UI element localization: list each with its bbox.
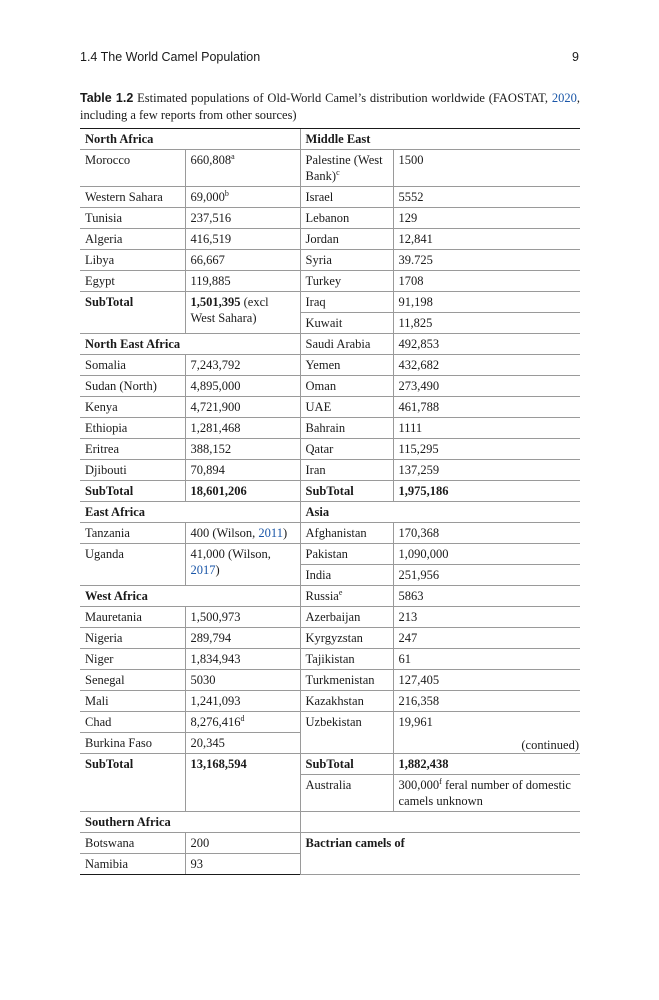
cell-text: Tunisia (85, 211, 123, 225)
cell-text: Western Sahara (85, 190, 163, 204)
table-cell (185, 439, 300, 460)
table-caption (80, 90, 580, 124)
table-row (80, 670, 580, 691)
table-cell (393, 334, 580, 355)
table-cell (393, 481, 580, 502)
table-cell (300, 833, 580, 875)
table-cell (185, 854, 300, 875)
table-cell (300, 523, 393, 544)
table-cell (185, 691, 300, 712)
table-cell (185, 460, 300, 481)
running-head (80, 50, 579, 70)
cell-text: Afghanistan (305, 526, 367, 540)
table-cell (300, 460, 393, 481)
table-cell (80, 150, 185, 187)
table-cell (393, 355, 580, 376)
table-row (80, 129, 580, 150)
table-cell (300, 250, 393, 271)
table-cell (185, 397, 300, 418)
table-cell (185, 628, 300, 649)
cell-text: 5030 (190, 673, 216, 687)
table-cell (300, 376, 393, 397)
cell-text: 7,243,792 (190, 358, 241, 372)
cell-text: Senegal (85, 673, 125, 687)
table-row (80, 649, 580, 670)
table-row (80, 502, 580, 523)
table-cell (393, 250, 580, 271)
cell-text: Azerbaijan (305, 610, 361, 624)
table-cell (80, 355, 185, 376)
table-cell (80, 670, 185, 691)
table-cell (300, 754, 393, 775)
table-cell (185, 250, 300, 271)
cell-text: Oman (305, 379, 337, 393)
cell-text: 5552 (398, 190, 424, 204)
cell-text: Pakistan (305, 547, 348, 561)
cell-text: SubTotal (85, 484, 134, 498)
table-row (80, 250, 580, 271)
table-cell (80, 187, 185, 208)
table-cell (80, 460, 185, 481)
table-cell (300, 544, 393, 565)
table-row (80, 187, 580, 208)
cell-text: 18,601,206 (190, 484, 247, 498)
cell-suffix: feral number of domestic camels unknown (398, 778, 571, 808)
table-cell (393, 565, 580, 586)
caption-citation-link[interactable]: 2020 (551, 91, 577, 105)
table-cell (185, 733, 300, 754)
cell-text: 660,808 (190, 153, 232, 167)
cell-text: 1,882,438 (398, 757, 449, 771)
cell-text: UAE (305, 400, 332, 414)
cell-text: Qatar (305, 442, 334, 456)
table-cell (393, 229, 580, 250)
table-cell (80, 129, 300, 150)
table-cell (300, 397, 393, 418)
cell-text: Burkina Faso (85, 736, 153, 750)
table-cell (393, 187, 580, 208)
table-cell (393, 586, 580, 607)
cell-text: 1500 (398, 153, 424, 167)
cell-text: 237,516 (190, 211, 232, 225)
camel-population-table (80, 128, 580, 875)
continued-note: (continued) (521, 738, 579, 752)
cell-text: SubTotal (85, 757, 134, 771)
cell-text: 39.725 (398, 253, 433, 267)
table-cell (80, 854, 185, 875)
table-cell (393, 460, 580, 481)
table-cell (80, 754, 185, 812)
table-cell (80, 691, 185, 712)
cell-text: Turkey (305, 274, 342, 288)
table-cell (393, 754, 580, 775)
table-row (80, 376, 580, 397)
page-number: 9 (572, 50, 579, 64)
cell-text: Tajikistan (305, 652, 355, 666)
table-cell (300, 670, 393, 691)
cell-text: 1,975,186 (398, 484, 449, 498)
table-cell (300, 187, 393, 208)
table-row (80, 460, 580, 481)
table-cell (185, 712, 300, 733)
cell-text: Namibia (85, 857, 129, 871)
cell-text: Syria (305, 253, 332, 267)
cell-text: 273,490 (398, 379, 440, 393)
table-row (80, 712, 580, 733)
table-row (80, 150, 580, 187)
cell-suffix: (excl West Sahara) (190, 295, 269, 325)
footnote-marker: c (336, 167, 340, 177)
cell-text: India (305, 568, 332, 582)
table-cell (300, 229, 393, 250)
cell-text: Djibouti (85, 463, 127, 477)
cell-text: 1,281,468 (190, 421, 241, 435)
table-cell (393, 523, 580, 544)
table-cell (80, 649, 185, 670)
cell-text: 11,825 (398, 316, 433, 330)
cell-text: SubTotal (85, 295, 134, 309)
table-row (80, 812, 580, 833)
cell-text: 1,834,943 (190, 652, 241, 666)
cell-text: 1111 (398, 421, 423, 435)
table-cell (185, 292, 300, 334)
table-row (80, 833, 580, 854)
cell-text: Libya (85, 253, 115, 267)
cell-text: 1708 (398, 274, 424, 288)
table-cell (393, 775, 580, 812)
table-cell (300, 292, 393, 313)
cell-text: 400 (Wilson, (190, 526, 259, 540)
table-cell (300, 313, 393, 334)
table-cell (300, 649, 393, 670)
table-cell (300, 355, 393, 376)
table-row (80, 754, 580, 775)
cell-text: Palestine (West Bank) (305, 153, 383, 183)
table-cell (300, 712, 393, 754)
cell-text: Southern Africa (85, 815, 171, 829)
cell-text: Sudan (North) (85, 379, 157, 393)
cell-text: Ethiopia (85, 421, 128, 435)
table-cell (393, 292, 580, 313)
table-cell (80, 481, 185, 502)
cell-text: Mauretania (85, 610, 142, 624)
cell-text: 251,956 (398, 568, 440, 582)
table-cell (393, 150, 580, 187)
cell-text: 5863 (398, 589, 424, 603)
cell-text: 20,345 (190, 736, 225, 750)
cell-text: 12,841 (398, 232, 433, 246)
table-cell (185, 187, 300, 208)
cell-text: 119,885 (190, 274, 231, 288)
cell-text: Middle East (305, 132, 371, 146)
table-cell (80, 544, 185, 586)
cell-text: 300,000 (398, 778, 440, 792)
table-cell (393, 670, 580, 691)
table-cell (185, 670, 300, 691)
table-cell (300, 208, 393, 229)
cell-text: 492,853 (398, 337, 440, 351)
table-cell (393, 271, 580, 292)
table-cell (80, 376, 185, 397)
table-cell (300, 334, 393, 355)
table-row (80, 691, 580, 712)
table-row (80, 481, 580, 502)
table-cell (393, 607, 580, 628)
cell-text: North Africa (85, 132, 154, 146)
cell-text: SubTotal (305, 757, 354, 771)
cell-text: 13,168,594 (190, 757, 247, 771)
footnote-marker: d (240, 713, 245, 723)
table-row (80, 292, 580, 313)
table-cell (80, 334, 300, 355)
table-cell (80, 271, 185, 292)
cell-text: 69,000 (190, 190, 225, 204)
table-row (80, 229, 580, 250)
table-cell (300, 150, 393, 187)
table-row (80, 544, 580, 565)
table-row (80, 271, 580, 292)
caption-text-before: Estimated populations of Old-World Camel’s distribution worldwide (FAOSTAT, (133, 91, 552, 105)
table-row (80, 586, 580, 607)
cell-text: Nigeria (85, 631, 123, 645)
cell-text: 388,152 (190, 442, 232, 456)
cell-text: Tanzania (85, 526, 130, 540)
table-row (80, 355, 580, 376)
cell-text: 137,259 (398, 463, 440, 477)
cell-text: Bactrian camels of (305, 836, 405, 850)
cell-text: Russia (305, 589, 339, 603)
table-cell (185, 376, 300, 397)
caption-text-after: , including a few reports from other sources) (80, 91, 580, 122)
table-row (80, 607, 580, 628)
table-cell (393, 397, 580, 418)
table-cell (300, 502, 580, 523)
table-cell (393, 418, 580, 439)
table-cell (80, 733, 185, 754)
footnote-marker: f (439, 776, 442, 786)
cell-text: Mali (85, 694, 109, 708)
cell-text: Morocco (85, 153, 131, 167)
table-row (80, 397, 580, 418)
table-row (80, 208, 580, 229)
table-row (80, 439, 580, 460)
table-cell (393, 439, 580, 460)
table-cell (80, 607, 185, 628)
table-cell (393, 628, 580, 649)
cell-text: 66,667 (190, 253, 225, 267)
table-cell (80, 229, 185, 250)
cell-text: West Africa (85, 589, 148, 603)
table-cell (185, 544, 300, 586)
cell-text: 93 (190, 857, 203, 871)
cell-text: Kazakhstan (305, 694, 364, 708)
cell-text: 461,788 (398, 400, 440, 414)
cell-text: 127,405 (398, 673, 440, 687)
table-cell (300, 418, 393, 439)
cell-text: 41,000 (Wilson, (190, 547, 271, 561)
cell-text: Bahrain (305, 421, 346, 435)
table-cell (185, 418, 300, 439)
table-cell (300, 628, 393, 649)
table-cell (80, 502, 300, 523)
table-cell (393, 208, 580, 229)
table-cell (185, 833, 300, 854)
footnote-marker: b (224, 188, 229, 198)
cell-text: 216,358 (398, 694, 440, 708)
cell-text: 19,961 (398, 715, 433, 729)
cell-text: Egypt (85, 274, 115, 288)
table-cell (300, 129, 580, 150)
table-cell (80, 812, 300, 833)
table-cell (185, 208, 300, 229)
cell-text: 432,682 (398, 358, 440, 372)
table-cell (393, 649, 580, 670)
footnote-marker: e (338, 587, 343, 597)
table-row (80, 628, 580, 649)
cell-text: 1,241,093 (190, 694, 241, 708)
table-cell (80, 418, 185, 439)
table-cell (300, 691, 393, 712)
table-cell (80, 439, 185, 460)
table-cell (300, 607, 393, 628)
table-cell (300, 439, 393, 460)
cell-text: East Africa (85, 505, 146, 519)
cell-text: Yemen (305, 358, 341, 372)
table-cell (80, 833, 185, 854)
cell-text: Somalia (85, 358, 126, 372)
table-label: Table 1.2 (80, 91, 134, 105)
table-cell (80, 250, 185, 271)
cell-text: Iran (305, 463, 326, 477)
table-cell (300, 775, 393, 812)
table-cell (185, 649, 300, 670)
cell-text: Asia (305, 505, 330, 519)
table-cell (393, 313, 580, 334)
table-cell (393, 376, 580, 397)
cell-text: Botswana (85, 836, 135, 850)
cell-text: 8,276,416 (190, 715, 241, 729)
cell-text: 70,894 (190, 463, 225, 477)
table-cell (80, 586, 300, 607)
cell-text: Jordan (305, 232, 339, 246)
section-title: 1.4 The World Camel Population (80, 50, 261, 64)
cell-text: 200 (190, 836, 210, 850)
table-row (80, 523, 580, 544)
table-row (80, 334, 580, 355)
cell-suffix: ) (215, 563, 220, 577)
cell-text: Lebanon (305, 211, 350, 225)
cell-text: 170,368 (398, 526, 440, 540)
table-cell (300, 565, 393, 586)
cell-text: 213 (398, 610, 418, 624)
cell-text: 1,500,973 (190, 610, 241, 624)
cell-text: 289,794 (190, 631, 232, 645)
cell-text: Saudi Arabia (305, 337, 371, 351)
table-cell (300, 586, 393, 607)
table-cell (80, 397, 185, 418)
table-cell (393, 544, 580, 565)
cell-suffix: ) (282, 526, 288, 540)
table-cell (185, 481, 300, 502)
table-cell (80, 292, 185, 334)
table-cell (185, 754, 300, 812)
cell-text: 1,501,395 (190, 295, 241, 309)
cell-text: Kyrgyzstan (305, 631, 363, 645)
table-cell (80, 628, 185, 649)
table-cell (300, 812, 580, 833)
cell-text: Chad (85, 715, 112, 729)
table-cell (80, 523, 185, 544)
cell-text: North East Africa (85, 337, 181, 351)
cell-text: SubTotal (305, 484, 354, 498)
cell-text: Niger (85, 652, 114, 666)
table-row (80, 418, 580, 439)
cell-text: Iraq (305, 295, 326, 309)
table-cell (185, 523, 300, 544)
cell-text: 416,519 (190, 232, 232, 246)
cell-text: Israel (305, 190, 334, 204)
citation-link[interactable]: 2017 (190, 563, 216, 577)
cell-text: Australia (305, 778, 352, 792)
cell-text: Kuwait (305, 316, 343, 330)
table-cell (300, 481, 393, 502)
table-cell (80, 208, 185, 229)
table-cell (300, 271, 393, 292)
table-cell (185, 229, 300, 250)
cell-text: 91,198 (398, 295, 433, 309)
cell-text: Turkmenistan (305, 673, 375, 687)
table-cell (185, 355, 300, 376)
cell-text: 61 (398, 652, 412, 666)
cell-text: 4,721,900 (190, 400, 241, 414)
table-cell (185, 271, 300, 292)
cell-text: 247 (398, 631, 418, 645)
cell-text: 129 (398, 211, 418, 225)
cell-text: Kenya (85, 400, 118, 414)
table-cell (393, 691, 580, 712)
cell-text: Uzbekistan (305, 715, 362, 729)
cell-text: 1,090,000 (398, 547, 449, 561)
footnote-marker: a (231, 151, 235, 161)
citation-link[interactable]: 2011 (258, 526, 283, 540)
table-cell (185, 607, 300, 628)
cell-text: 115,295 (398, 442, 439, 456)
table-cell (80, 712, 185, 733)
cell-text: Algeria (85, 232, 123, 246)
cell-text: 4,895,000 (190, 379, 241, 393)
cell-text: Eritrea (85, 442, 120, 456)
cell-text: Uganda (85, 547, 124, 561)
table-cell (185, 150, 300, 187)
